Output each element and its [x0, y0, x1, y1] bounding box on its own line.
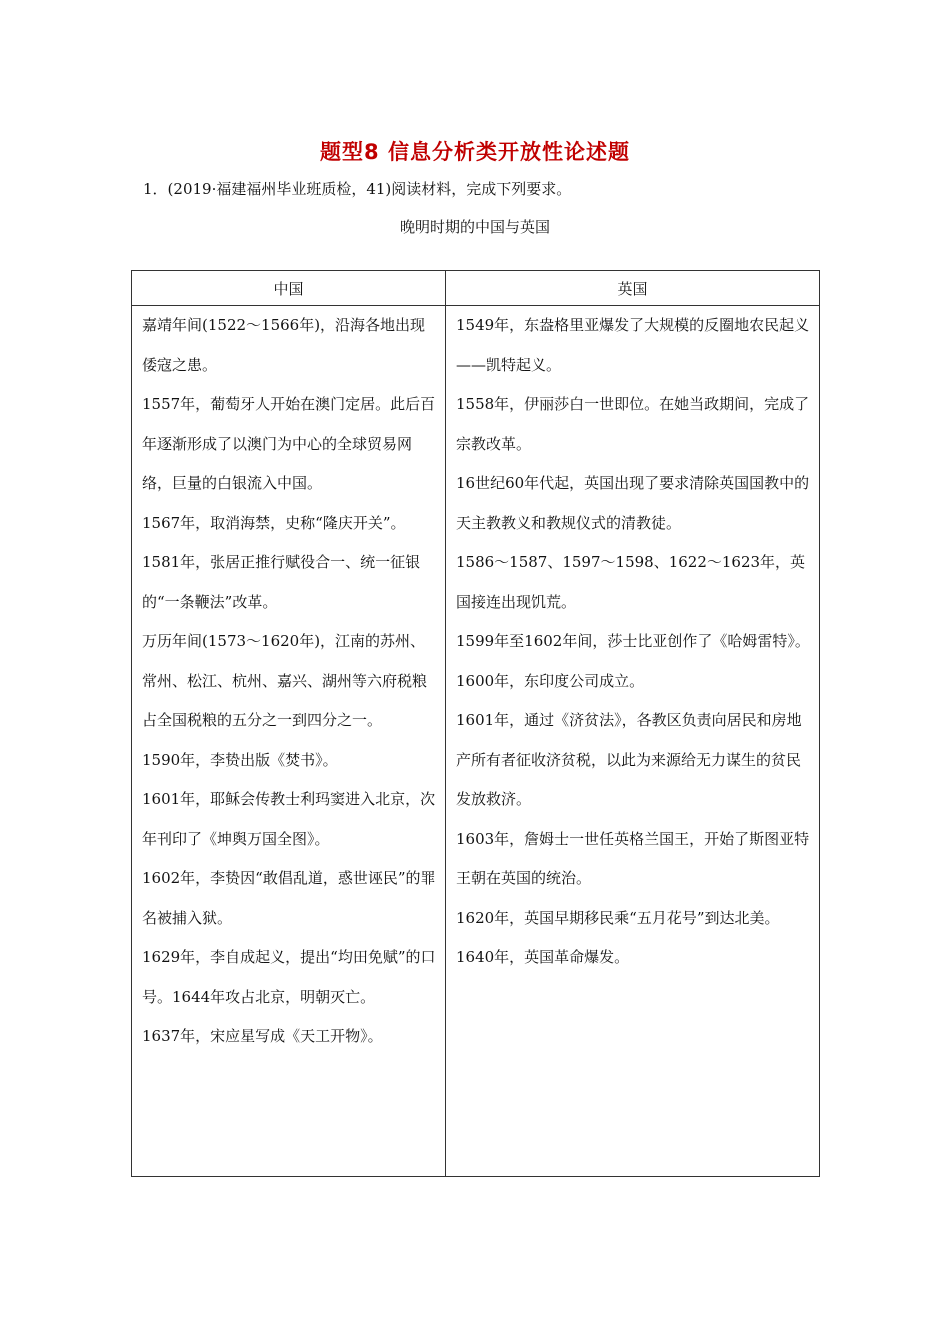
england-entry-10: 1640年，英国革命爆发。 [456, 948, 630, 966]
question-prompt: 1．(2019·福建福州毕业班质检，41)阅读材料，完成下列要求。 [143, 180, 572, 198]
header-england: 英国 [446, 271, 820, 306]
england-entry-6: 1600年，东印度公司成立。 [456, 671, 645, 690]
comparison-table [131, 270, 820, 1177]
england-entry-9: 1620年，英国早期移民乘“五月花号”到达北美。 [456, 908, 780, 927]
england-entry-4: 1586～1587、1597～1598、1622～1623年，英国接连出现饥荒。 [456, 553, 806, 611]
china-entry-10: 1637年，宋应星写成《天工开物》。 [142, 1027, 383, 1045]
china-entry-2: 1557年，葡萄牙人开始在澳门定居。此后百年逐渐形成了以澳门为中心的全球贸易网络，巨量的白银流入中国。 [142, 395, 436, 492]
china-entry-1: 嘉靖年间(1522～1566年)，沿海各地出现倭寇之患。 [142, 316, 426, 374]
china-entry-6: 1590年，李贽出版《焚书》。 [142, 750, 338, 769]
china-entry-7: 1601年，耶稣会传教士利玛窦进入北京，次年刊印了《坤舆万国全图》。 [142, 790, 436, 848]
page-title: 题型8 信息分析类开放性论述题 [320, 140, 630, 164]
china-entry-3: 1567年，取消海禁，史称“隆庆开关”。 [142, 513, 406, 532]
china-column [132, 306, 446, 1177]
england-entry-8: 1603年，詹姆士一世任英格兰国王，开始了斯图亚特王朝在英国的统治。 [456, 829, 810, 887]
england-column [446, 306, 820, 1177]
england-entry-7: 1601年，通过《济贫法》，各教区负责向居民和房地产所有者征收济贫税，以此为来源给无力谋生的贫民发放救济。 [456, 711, 802, 808]
table-row [132, 306, 820, 1177]
england-entry-1: 1549年，东盎格里亚爆发了大规模的反圈地农民起义——凯特起义。 [456, 316, 810, 374]
china-entry-5: 万历年间(1573～1620年)，江南的苏州、常州、松江、杭州、嘉兴、湖州等六府税粮占全国税粮的五分之一到四分之一。 [142, 632, 428, 729]
header-china: 中国 [132, 271, 446, 306]
table-header-row [132, 271, 820, 306]
table-caption: 晚明时期的中国与英国 [399, 218, 550, 236]
england-entry-2: 1558年，伊丽莎白一世即位。在她当政期间，完成了宗教改革。 [456, 395, 810, 453]
china-entry-4: 1581年，张居正推行赋役合一、统一征银的“一条鞭法”改革。 [142, 553, 421, 611]
china-entry-9: 1629年，李自成起义，提出“均田免赋”的口号。1644年攻占北京，明朝灭亡。 [142, 948, 436, 1006]
china-entry-8: 1602年，李贽因“敢倡乱道，惑世诬民”的罪名被捕入狱。 [142, 869, 436, 927]
england-entry-3: 16世纪60年代起，英国出现了要求清除英国国教中的天主教教义和教规仪式的清教徒。 [456, 474, 810, 532]
england-entry-5: 1599年至1602年间，莎士比亚创作了《哈姆雷特》。 [456, 632, 810, 650]
